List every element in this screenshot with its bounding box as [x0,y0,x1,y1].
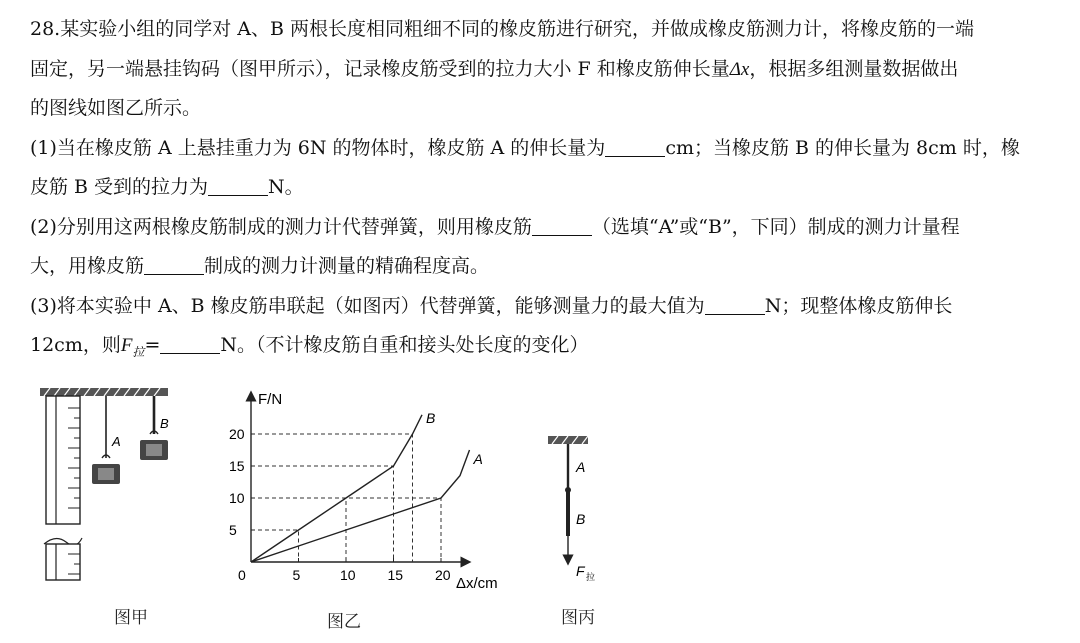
figure-yi-chart [216,384,526,604]
line-5: 皮筋 B 受到的拉力为 N。 [30,176,304,198]
x-tick-label: 15 [387,567,404,583]
origin-label: 0 [238,567,246,583]
weight-a [92,455,120,484]
x-axis-label: Δx/cm [456,575,498,592]
x-tick-label: 10 [340,567,356,583]
curve-label-a: A [473,451,483,467]
caption-bing: 图丙 [561,608,595,628]
figure-bing [540,432,620,592]
x-tick-label: 20 [435,567,451,583]
curve-label-b: B [426,409,436,426]
answer-blank-4[interactable] [144,254,204,275]
ceiling-bing [548,436,588,444]
series-line-b [251,415,422,562]
weight-b [140,431,168,460]
x-tick-label: 5 [292,567,301,583]
label-b: B [160,416,169,431]
answer-blank-5[interactable] [705,294,765,315]
y-axis-label: F/N [258,391,283,408]
line-2: 固定，另一端悬挂钩码（图甲所示），记录橡皮筋受到的拉力大小 F 和橡皮筋伸长量Δx，根据多组测量数据做出 [30,57,959,80]
bing-label-b: B [576,511,586,527]
question-text [30,10,1060,366]
answer-blank-1[interactable] [605,136,665,157]
y-tick-label: 15 [229,458,245,474]
series-line-a [251,450,470,562]
line-6: (2)分别用这两根橡皮筋制成的测力计代替弹簧，则用橡皮筋 （选填“A”或“B”，下同）制成的测力计量程 [30,215,960,238]
delta-x: Δx [729,58,750,80]
line-7: 大，用橡皮筋 制成的测力计测量的精确程度高。 [30,255,490,277]
line-3: 的图线如图乙所示。 [30,97,202,119]
force-sub: 拉 [586,572,596,582]
line-1: 28.某实验小组的同学对 A、B 两根长度相同粗细不同的橡皮筋进行研究，并做成橡皮筋测力计，将橡皮筋的一端 [30,18,974,40]
caption-jia: 图甲 [114,608,148,628]
y-tick-label: 20 [229,426,245,442]
label-a: A [112,434,121,449]
answer-blank-3[interactable] [532,215,592,236]
force-label: F [576,563,585,579]
answer-blank-6[interactable] [160,333,220,354]
figure-jia [36,384,186,594]
line-8: (3)将本实验中 A、B 橡皮筋串联起（如图丙）代替弹簧，能够测量力的最大值为 N；现整体橡皮筋伸长 [30,294,953,317]
ruler [44,396,82,580]
line-9: 12cm，则$F_拉= N$。（不计橡皮筋自重和接头处长度的变化） [30,334,589,359]
bing-label-a: A [576,459,586,475]
caption-yi: 图乙 [327,612,361,632]
answer-blank-2[interactable] [208,175,268,196]
line-4: (1)当在橡皮筋 A 上悬挂重力为 6N 的物体时，橡皮筋 A 的伸长量为 cm；当橡皮筋 B 的伸长量为 8cm 时，橡 [30,136,1020,159]
y-tick-label: 10 [229,490,245,506]
y-tick-label: 5 [229,522,237,538]
